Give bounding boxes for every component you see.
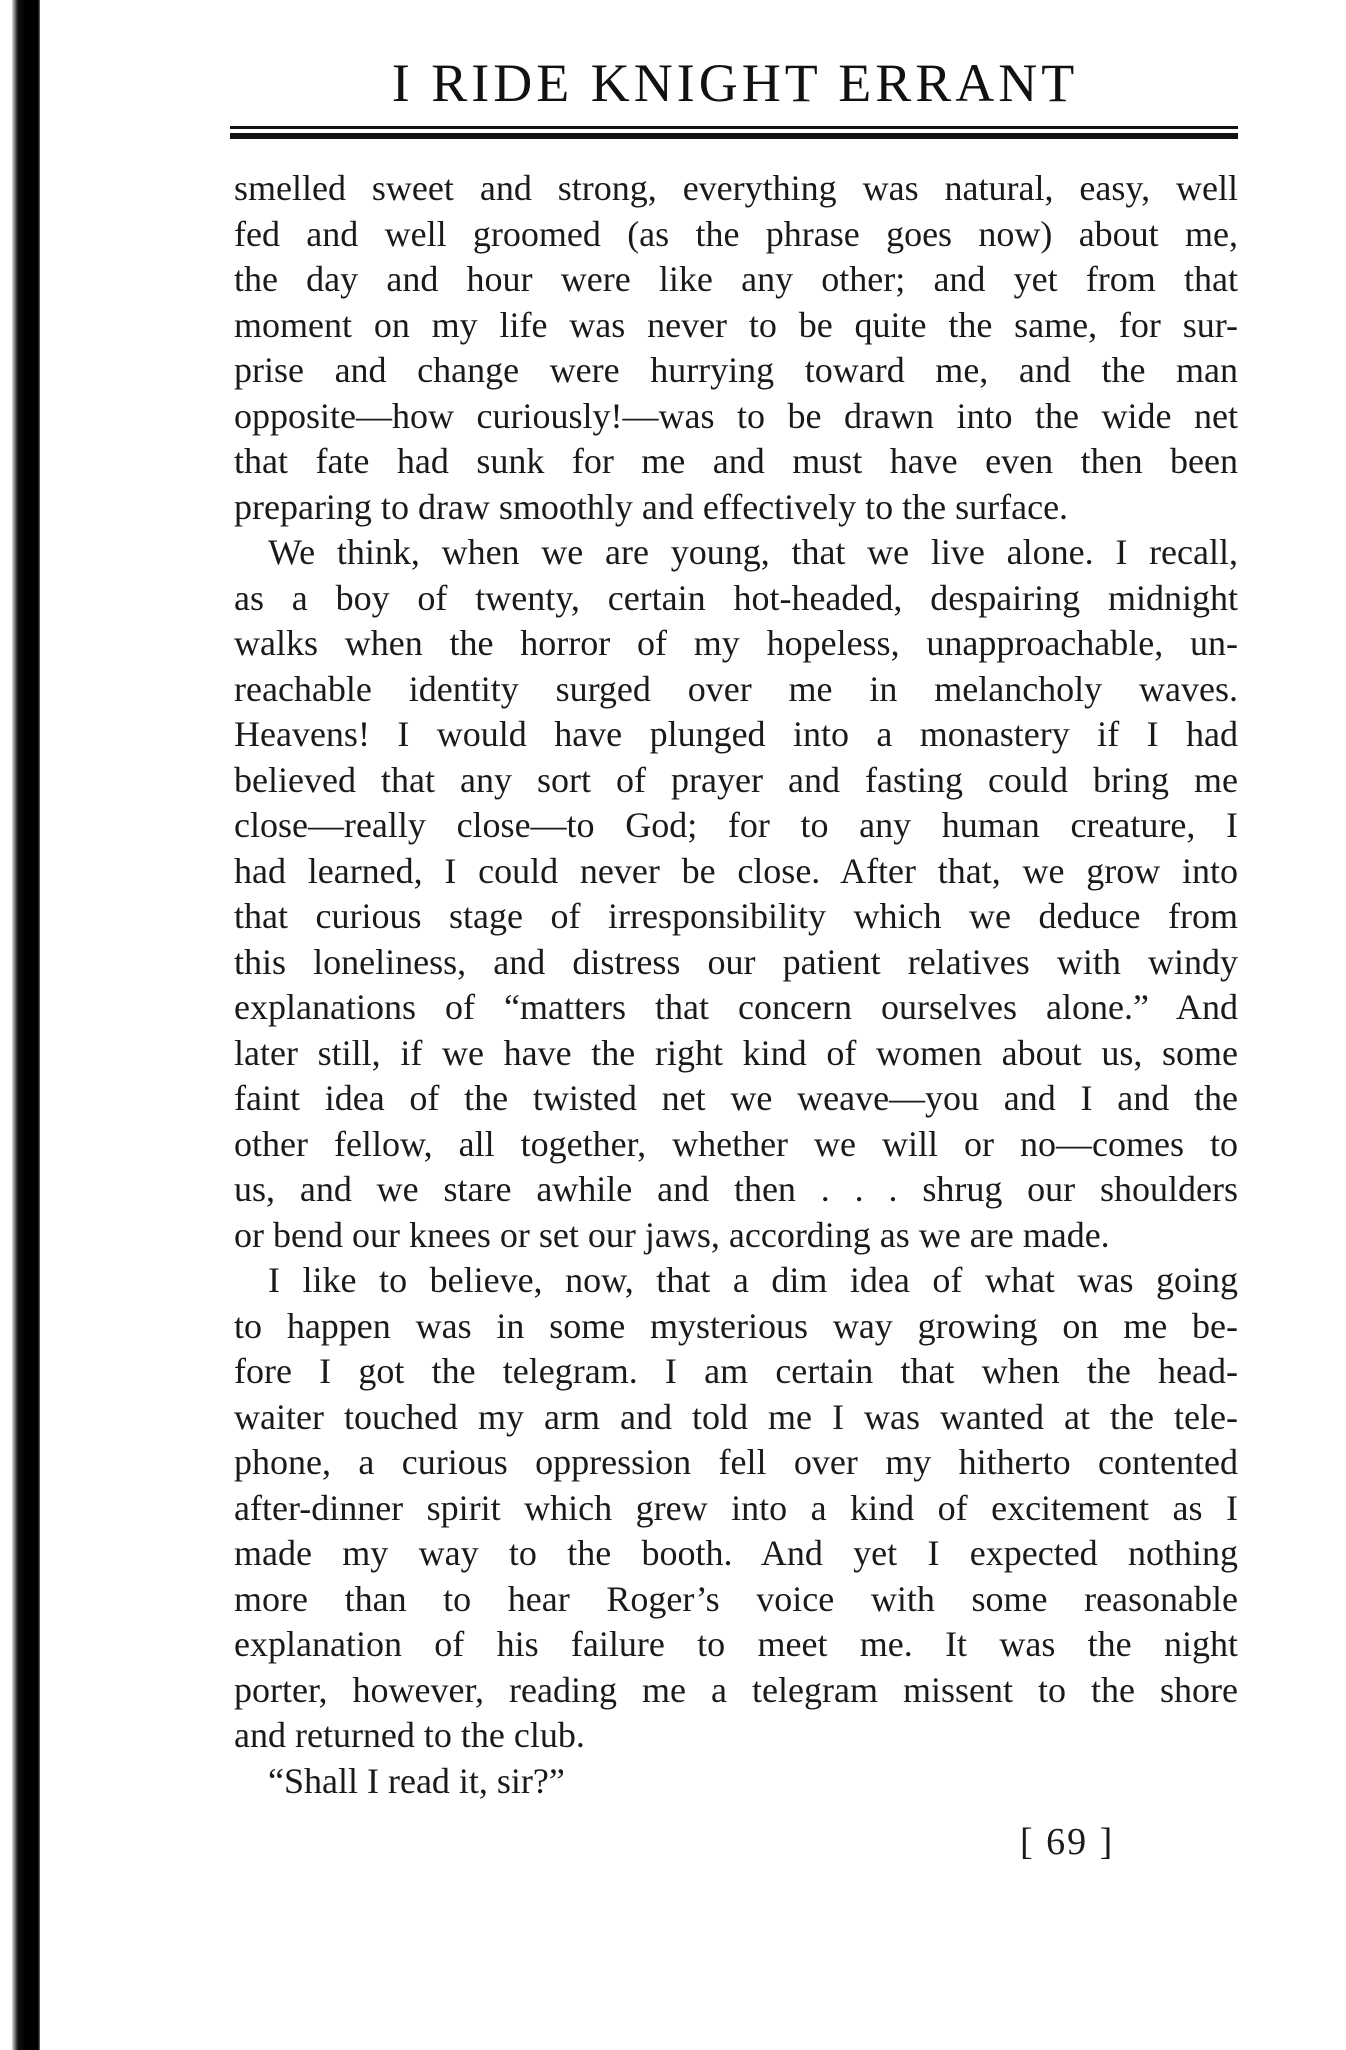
text-line: explanations of “matters that concern ourselves alone.” And bbox=[234, 987, 1238, 1027]
text-line: waiter touched my arm and told me I was wanted at the tele- bbox=[234, 1396, 1238, 1437]
text-line: porter, however, reading me a telegram missent to the shore bbox=[234, 1669, 1238, 1710]
text-line: after-dinner spirit which grew into a kind of excitement as I bbox=[234, 1487, 1238, 1528]
text-line: reachable identity surged over me in melancholy waves. bbox=[234, 668, 1238, 709]
page-body-text bbox=[234, 166, 1238, 1804]
text-line: walks when the horror of my hopeless, unapproachable, un- bbox=[234, 623, 1238, 663]
text-line: more than to hear Roger’s voice with some reasonable bbox=[234, 1578, 1238, 1619]
binding-gutter-shadow bbox=[12, 0, 40, 2050]
text-line: made my way to the booth. And yet I expected nothing bbox=[234, 1533, 1238, 1573]
text-line: that curious stage of irresponsibility which we deduce from bbox=[234, 896, 1238, 936]
text-line: fore I got the telegram. I am certain that when the head- bbox=[234, 1351, 1238, 1391]
text-line: and returned to the club. bbox=[234, 1715, 585, 1755]
text-line: fed and well groomed (as the phrase goes now) about me, bbox=[234, 213, 1238, 254]
text-line: later still, if we have the right kind of women about us, some bbox=[234, 1032, 1238, 1073]
gutter-speck bbox=[44, 988, 49, 993]
text-line: smelled sweet and strong, everything was natural, easy, well bbox=[234, 168, 1238, 208]
text-line: preparing to draw smoothly and effectively to the surface. bbox=[234, 486, 1069, 527]
text-line: believed that any sort of prayer and fasting could bring me bbox=[234, 759, 1238, 800]
text-line: that fate had sunk for me and must have even then been bbox=[234, 441, 1238, 481]
text-line: We think, when we are young, that we live alone. I recall, bbox=[268, 532, 1238, 572]
text-line: I like to believe, now, that a dim idea of what was going bbox=[268, 1260, 1238, 1300]
running-title: I RIDE KNIGHT ERRANT bbox=[391, 53, 1079, 113]
text-line: had learned, I could never be close. After that, we grow into bbox=[234, 850, 1238, 891]
text-line: opposite—how curiously!—was to be drawn into the wide net bbox=[234, 395, 1238, 436]
text-line: prise and change were hurrying toward me, and the man bbox=[234, 350, 1238, 390]
header-rule-thin bbox=[230, 126, 1238, 129]
text-line: us, and we stare awhile and then . . . shrug our shoulders bbox=[234, 1169, 1238, 1209]
text-line: Heavens! I would have plunged into a monastery if I had bbox=[234, 714, 1238, 754]
text-line: or bend our knees or set our jaws, according as we are made. bbox=[234, 1214, 1110, 1255]
text-line: explanation of his failure to meet me. It was the night bbox=[234, 1624, 1238, 1664]
text-line: moment on my life was never to be quite the same, for sur- bbox=[234, 304, 1238, 345]
text-line: close—really close—to God; for to any human creature, I bbox=[234, 805, 1238, 845]
header-rule-thick bbox=[230, 133, 1238, 139]
text-line: to happen was in some mysterious way growing on me be- bbox=[234, 1305, 1238, 1346]
page-number: [ 69 ] bbox=[1020, 1821, 1115, 1863]
text-line: other fellow, all together, whether we will or no—comes to bbox=[234, 1123, 1238, 1164]
gutter-speck bbox=[44, 1455, 49, 1460]
text-line: as a boy of twenty, certain hot-headed, despairing midnight bbox=[234, 577, 1238, 618]
text-line: “Shall I read it, sir?” bbox=[268, 1760, 565, 1801]
text-line: the day and hour were like any other; and yet from that bbox=[234, 259, 1238, 299]
text-line: phone, a curious oppression fell over my hitherto contented bbox=[234, 1442, 1238, 1482]
text-line: this loneliness, and distress our patient relatives with windy bbox=[234, 941, 1238, 982]
text-line: faint idea of the twisted net we weave—you and I and the bbox=[234, 1078, 1238, 1118]
